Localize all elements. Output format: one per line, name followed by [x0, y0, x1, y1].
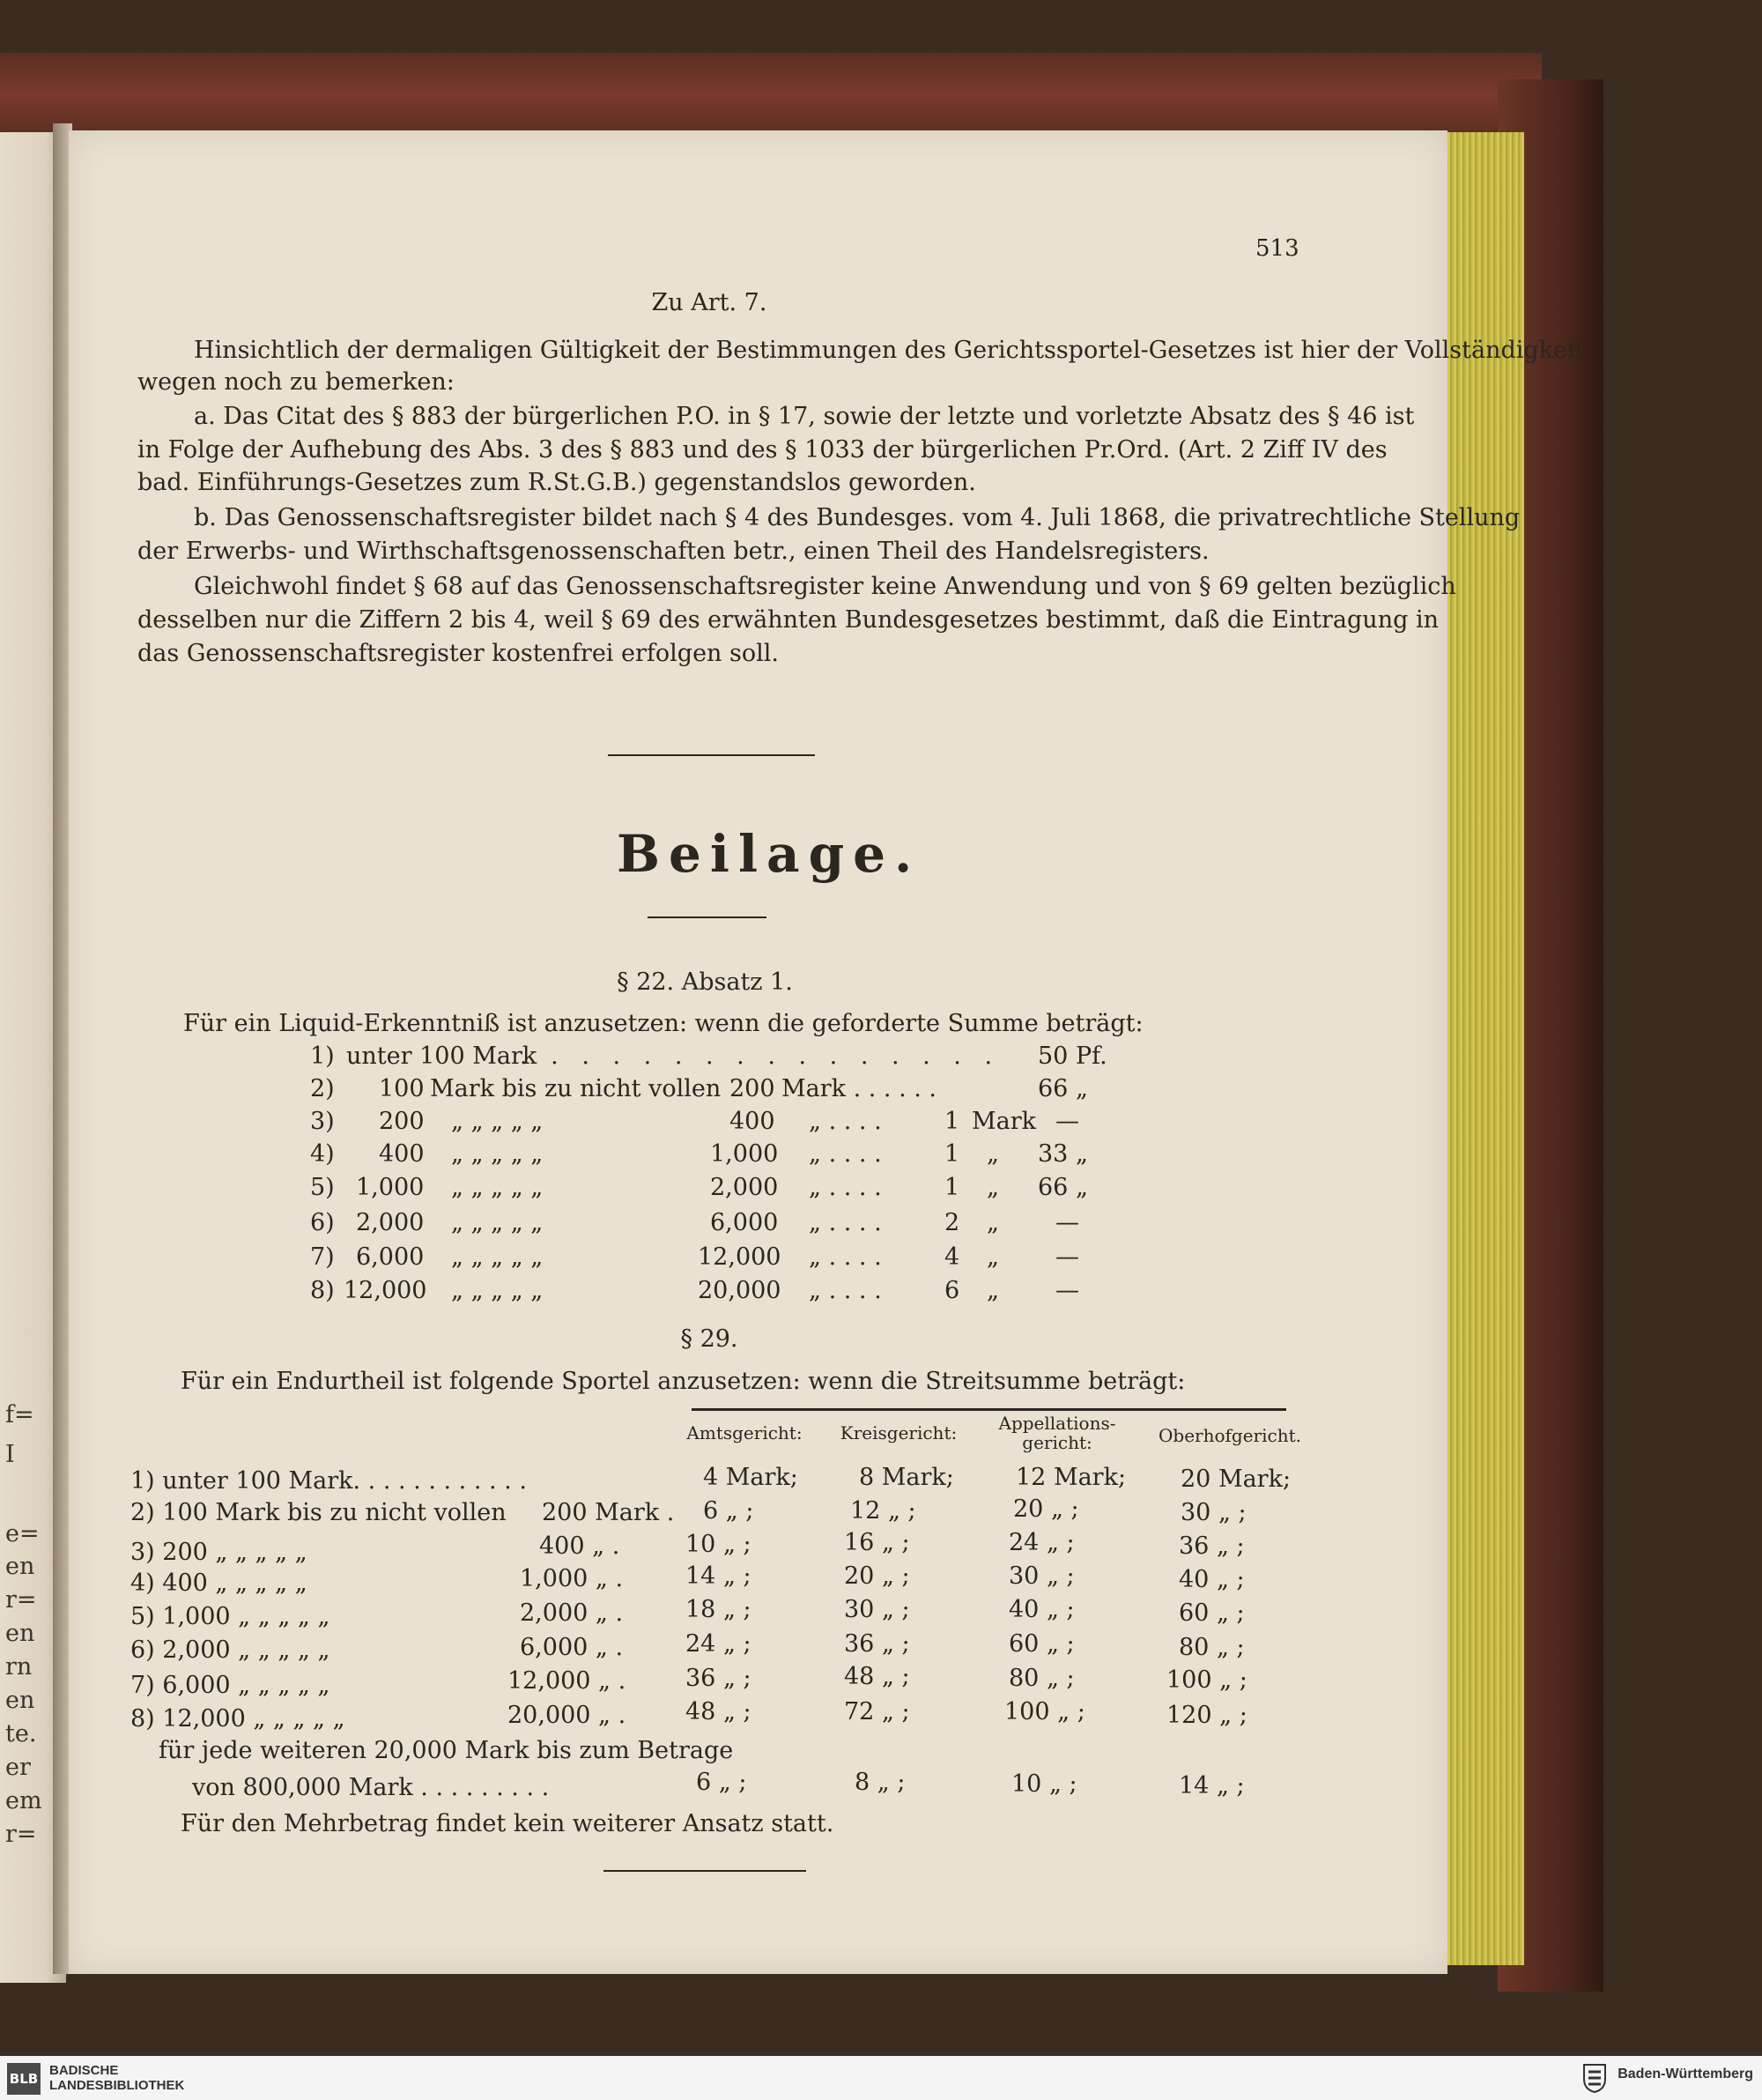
s29-header-oberhofgericht: Oberhofgericht. [1159, 1425, 1301, 1446]
s22-row-mark-unit: „ [987, 1243, 999, 1271]
s29-row-to: 400 „ . [539, 1532, 620, 1560]
s22-row-from: 1,000 [356, 1174, 425, 1201]
s22-row-to: 12,000 [698, 1243, 781, 1271]
s29-row-to: 200 Mark . [542, 1499, 675, 1526]
s22-row-mark-unit: „ [987, 1209, 999, 1236]
art7-paragraph-c: Gleichwohl findet § 68 auf das Genossenschaftsregister keine Anwendung und von § 69 gelten bezüglich [194, 573, 1456, 600]
library-name [49, 2063, 184, 2093]
s29-header-amtsgericht: Amtsgericht: [686, 1422, 803, 1443]
s22-row-num: 5) [310, 1174, 335, 1201]
s29-row-to: 12,000 „ . [507, 1667, 626, 1695]
art7-item-a: bad. Einführungs-Gesetzes zum R.St.G.B.) gegenstandslos geworden. [137, 469, 976, 496]
left-fragment: en [5, 1553, 35, 1580]
s29-header-kreisgericht: Kreisgericht: [840, 1422, 958, 1443]
s29-row-label: 8) 12,000 „ „ „ „ „ [130, 1705, 345, 1733]
s22-row-from: 400 [379, 1140, 425, 1168]
s29-extra-label: für jede weiteren 20,000 Mark bis zum Betrage [159, 1737, 734, 1764]
left-fragment: r= [5, 1586, 37, 1614]
s22-row-num: 2) [310, 1075, 335, 1102]
s29-cell-oberhofgericht: 100 „ ; [1166, 1666, 1247, 1694]
s22-row-from: 12,000 [344, 1277, 427, 1304]
s22-row-pf: — [1055, 1243, 1079, 1271]
s29-cell-kreisgericht: 30 „ ; [844, 1596, 910, 1623]
s22-row-mark: 1 [944, 1108, 960, 1135]
library-name-line: LANDESBIBLIOTHEK [49, 2078, 185, 2093]
s22-row-unit: „ . . . . [809, 1140, 882, 1168]
s29-row-label: 5) 1,000 „ „ „ „ „ [130, 1603, 330, 1630]
art7-item-a: a. Das Citat des § 883 der bürgerlichen P.O. in § 17, sowie der letzte und vorletzte Absatz des § 46 ist [194, 403, 1415, 430]
s22-row-unit: „ . . . . [809, 1108, 882, 1135]
s22-row-mark: 4 [944, 1243, 960, 1271]
s29-cell-appellationsgericht: 24 „ ; [1009, 1529, 1075, 1556]
s22-row-from: 6,000 [356, 1243, 425, 1271]
s29-row-label: 2) 100 Mark bis zu nicht vollen [130, 1499, 507, 1526]
left-fragment: rn [5, 1653, 33, 1681]
s29-cell-kreisgericht: 12 „ ; [850, 1497, 916, 1525]
s22-row-mark-unit: „ [987, 1140, 999, 1168]
art7-paragraph: Hinsichtlich der dermaligen Gültigkeit der Bestimmungen des Gerichtssportel-Gesetzes ist hier der Vollständigkeit [194, 337, 1585, 364]
s29-closing: Für den Mehrbetrag findet kein weiterer Ansatz statt. [181, 1810, 834, 1837]
s29-cell-appellationsgericht: 30 „ ; [1009, 1562, 1075, 1590]
divider [608, 754, 815, 756]
s22-row-mark: 6 [944, 1277, 960, 1304]
s29-row-to: 2,000 „ . [520, 1599, 624, 1627]
art7-paragraph-c: das Genossenschaftsregister kostenfrei erfolgen soll. [137, 640, 779, 667]
s29-cell-amtsgericht: 6 „ ; [703, 1497, 754, 1525]
s29-row-label: 3) 200 „ „ „ „ „ [130, 1539, 307, 1566]
s22-row-unit: „ . . . . [809, 1243, 882, 1271]
s29-cell-amtsgericht: 6 „ ; [696, 1769, 747, 1796]
s22-row-from: unter 100 Mark [346, 1043, 537, 1070]
s22-row-to: 6,000 [710, 1209, 779, 1236]
s22-row-to: 1,000 [710, 1140, 779, 1168]
left-fragment: e= [5, 1520, 40, 1547]
s29-cell-amtsgericht: 24 „ ; [685, 1630, 751, 1658]
s29-header-appellationsgericht: gericht: [1022, 1432, 1092, 1453]
s22-row-num: 4) [310, 1140, 335, 1168]
s22-row-pf: 33 „ [1038, 1140, 1088, 1168]
s22-row-unit: „ . . . . [809, 1174, 882, 1201]
s29-cell-kreisgericht: 8 Mark; [859, 1464, 954, 1491]
s29-cell-kreisgericht: 8 „ ; [855, 1769, 906, 1796]
page-number: 513 [1255, 235, 1299, 262]
s29-cell-amtsgericht: 48 „ ; [685, 1698, 751, 1725]
s22-row-pf: — [1055, 1108, 1079, 1135]
s22-row-ditto: „ „ „ „ „ [451, 1174, 544, 1201]
s22-row-pf: 50 Pf. [1038, 1043, 1107, 1070]
s29-row-label: 1) unter 100 Mark. . . . . . . . . . . . [130, 1467, 527, 1495]
s29-row-label: 6) 2,000 „ „ „ „ „ [130, 1636, 330, 1664]
left-fragment: te. [5, 1720, 37, 1748]
s22-row-num: 6) [310, 1209, 335, 1236]
beilage-title: Beilage. [617, 824, 922, 884]
s22-row-ditto: „ „ „ „ „ [451, 1209, 544, 1236]
s29-cell-kreisgericht: 72 „ ; [844, 1698, 910, 1725]
s29-cell-oberhofgericht: 60 „ ; [1179, 1599, 1245, 1627]
s22-row-pf: — [1055, 1209, 1079, 1236]
s29-cell-amtsgericht: 18 „ ; [685, 1596, 751, 1623]
state-name[interactable]: Baden-Württemberg [1618, 2067, 1753, 2081]
s29-cell-appellationsgericht: 60 „ ; [1009, 1630, 1075, 1658]
library-name-line: BADISCHE [49, 2063, 119, 2078]
s29-cell-oberhofgericht: 20 Mark; [1181, 1466, 1292, 1493]
blb-logo[interactable]: BLB [7, 2063, 41, 2095]
footer-bar [0, 2056, 1762, 2100]
s29-row-label: 7) 6,000 „ „ „ „ „ [130, 1672, 330, 1699]
s29-cell-appellationsgericht: 12 Mark; [1016, 1464, 1127, 1491]
s22-row-from: 2,000 [356, 1209, 425, 1236]
s22-row-mark: 1 [944, 1140, 960, 1168]
s29-cell-amtsgericht: 14 „ ; [685, 1562, 751, 1590]
s29-row-to: 20,000 „ . [507, 1702, 626, 1729]
left-fragment: r= [5, 1821, 37, 1848]
s22-row-ditto: „ „ „ „ „ [451, 1140, 544, 1168]
s29-cell-oberhofgericht: 120 „ ; [1166, 1702, 1247, 1729]
left-fragment: en [5, 1620, 35, 1647]
s29-cell-oberhofgericht: 30 „ ; [1181, 1499, 1247, 1526]
left-fragment: er [5, 1754, 31, 1781]
divider [648, 916, 766, 918]
left-fragment: em [5, 1787, 42, 1814]
s22-row-mark: 1 [944, 1174, 960, 1201]
art7-item-b: der Erwerbs- und Wirthschaftsgenossenschaften betr., einen Theil des Handelsregisters. [137, 538, 1210, 565]
s29-cell-appellationsgericht: 100 „ ; [1004, 1698, 1085, 1725]
s22-row-ditto: „ „ „ „ „ [451, 1243, 544, 1271]
s29-cell-amtsgericht: 4 Mark; [703, 1464, 798, 1491]
art7-item-a: in Folge der Aufhebung des Abs. 3 des § 883 und des § 1033 der bürgerlichen Pr.Ord. (Art. 2 Ziff IV des [137, 436, 1388, 464]
s22-row-mark-unit: Mark [972, 1108, 1037, 1135]
page-edges [1440, 132, 1524, 1965]
s29-cell-appellationsgericht: 20 „ ; [1013, 1495, 1079, 1523]
s22-row-unit: „ . . . . [809, 1277, 882, 1304]
s29-row-to: 1,000 „ . [520, 1565, 624, 1592]
left-fragment: I [5, 1441, 15, 1468]
s22-row-ditto: „ „ „ „ „ [451, 1108, 544, 1135]
left-fragment: en [5, 1687, 35, 1714]
s22-row-pf: — [1055, 1277, 1079, 1304]
s29-cell-oberhofgericht: 36 „ ; [1179, 1532, 1245, 1560]
s29-cell-kreisgericht: 48 „ ; [844, 1663, 910, 1690]
s22-row-ditto: „ „ „ „ „ [451, 1277, 544, 1304]
s22-row-to: 200 [729, 1075, 775, 1102]
s29-cell-appellationsgericht: 40 „ ; [1009, 1596, 1075, 1623]
s22-row-pf: 66 „ [1038, 1075, 1088, 1102]
s22-row-to: 400 [729, 1108, 775, 1135]
s22-leader: . . . . . . . . . . . . . . . . [520, 1043, 1001, 1070]
art7-item-b: b. Das Genossenschaftsregister bildet nach § 4 des Bundesges. vom 4. Juli 1868, die privatrechtliche Stellung [194, 504, 1521, 531]
art7-paragraph-c: desselben nur die Ziffern 2 bis 4, weil § 69 des erwähnten Bundesgesetzes bestimmt, daß die Eintragung in [137, 606, 1439, 634]
s22-row-from: 200 [379, 1108, 425, 1135]
left-fragment: f= [5, 1401, 34, 1428]
s29-row-to: 6,000 „ . [520, 1634, 624, 1661]
s29-cell-appellationsgericht: 80 „ ; [1009, 1665, 1075, 1692]
s29-extra-label: von 800,000 Mark . . . . . . . . . [192, 1774, 550, 1801]
s22-row-num: 8) [310, 1277, 335, 1304]
s22-row-unit: „ . . . . [809, 1209, 882, 1236]
s29-cell-kreisgericht: 20 „ ; [844, 1562, 910, 1590]
s29-cell-oberhofgericht: 14 „ ; [1179, 1772, 1245, 1799]
s22-row-to: 2,000 [710, 1174, 779, 1201]
s22-row-mark-unit: „ [987, 1174, 999, 1201]
s29-cell-oberhofgericht: 40 „ ; [1179, 1566, 1245, 1593]
s22-row-mark: 2 [944, 1209, 960, 1236]
s29-cell-kreisgericht: 16 „ ; [844, 1529, 910, 1556]
s29-heading: § 29. [680, 1325, 738, 1353]
s22-intro: Für ein Liquid-Erkenntniß ist anzusetzen: wenn die geforderte Summe beträgt: [183, 1010, 1144, 1037]
s22-row-from: 100 [379, 1075, 425, 1102]
s29-cell-amtsgericht: 36 „ ; [685, 1665, 751, 1692]
s29-header-appellationsgericht: Appellations- [998, 1413, 1116, 1434]
s29-row-label: 4) 400 „ „ „ „ „ [130, 1569, 307, 1597]
s22-row-mark-unit: „ [987, 1277, 999, 1304]
s29-cell-amtsgericht: 10 „ ; [685, 1531, 751, 1558]
s29-cell-oberhofgericht: 80 „ ; [1179, 1634, 1245, 1661]
s29-cell-kreisgericht: 36 „ ; [844, 1630, 910, 1658]
s22-row-num: 3) [310, 1108, 335, 1135]
s22-row-pf: 66 „ [1038, 1174, 1088, 1201]
art7-paragraph: wegen noch zu bemerken: [137, 368, 455, 396]
s22-row-num: 7) [310, 1243, 335, 1271]
state-coat-of-arms-icon [1581, 2063, 1608, 2093]
s22-row-ditto: Mark bis zu nicht vollen [430, 1075, 722, 1102]
s22-row-num: 1) [310, 1043, 335, 1070]
s29-intro: Für ein Endurtheil ist folgende Sportel anzusetzen: wenn die Streitsumme beträgt: [181, 1368, 1186, 1395]
art7-heading: Zu Art. 7. [651, 289, 767, 316]
s22-row-to: 20,000 [698, 1277, 781, 1304]
column-brace [692, 1408, 987, 1418]
s22-row-unit: Mark . . . . . . [781, 1075, 937, 1102]
s22-heading: § 22. Absatz 1. [617, 968, 793, 996]
divider [603, 1870, 806, 1872]
s29-cell-appellationsgericht: 10 „ ; [1011, 1770, 1077, 1798]
